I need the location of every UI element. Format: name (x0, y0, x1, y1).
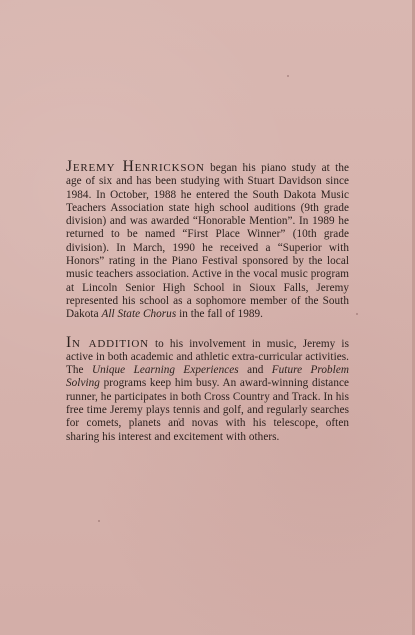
paragraph-text: programs keep him busy. An award-winning distance runner, he participates in both Cross Country and Track. In his free time Jeremy plays tennis and golf, and regularly searches for comets, planets and novas with his telescope, often sharing his interest and excitement with others. (66, 377, 349, 443)
paragraph-lead-phrase: In addition (66, 333, 149, 351)
paragraph-text: to his involvement in music, Jeremy is active in both academic and athletic extra-curricular activities. The (66, 337, 349, 377)
paragraph-text: began his piano study at the age of six and has been studying with Stuart Davidson since 1984. In October, 1988 he entered the South Dakota Music Teachers Association state high school auditions (9th grade division) and was awarded “Honorable Mention”. In 1989 he returned to be named “First Place Winner” (10th grade division). In March, 1990 he received a “Superior with Honors” rating in the Piano Festival sponsored by the local music teachers association. Active in the vocal music program at Lincoln Senior High School in Sioux Falls, Jeremy represented his school as a sophomore member of the South Dakota (66, 162, 350, 321)
italic-phrase: Future Problem Solving (66, 364, 349, 390)
italic-phrase: All State Chorus (101, 308, 177, 321)
biography-paragraph-activities (66, 333, 349, 444)
paper-speck (98, 520, 100, 522)
paper-speck (356, 313, 358, 315)
paragraph-text: and (238, 364, 272, 377)
paper-speck (287, 75, 289, 77)
biography-paragraph-music (66, 160, 349, 322)
biography-text (66, 160, 349, 444)
paragraph-text: in the fall of 1989. (176, 308, 264, 321)
italic-phrase: Unique Learning Experiences (91, 364, 239, 377)
paragraph-lead-name: Jeremy Henrickson (66, 158, 205, 175)
